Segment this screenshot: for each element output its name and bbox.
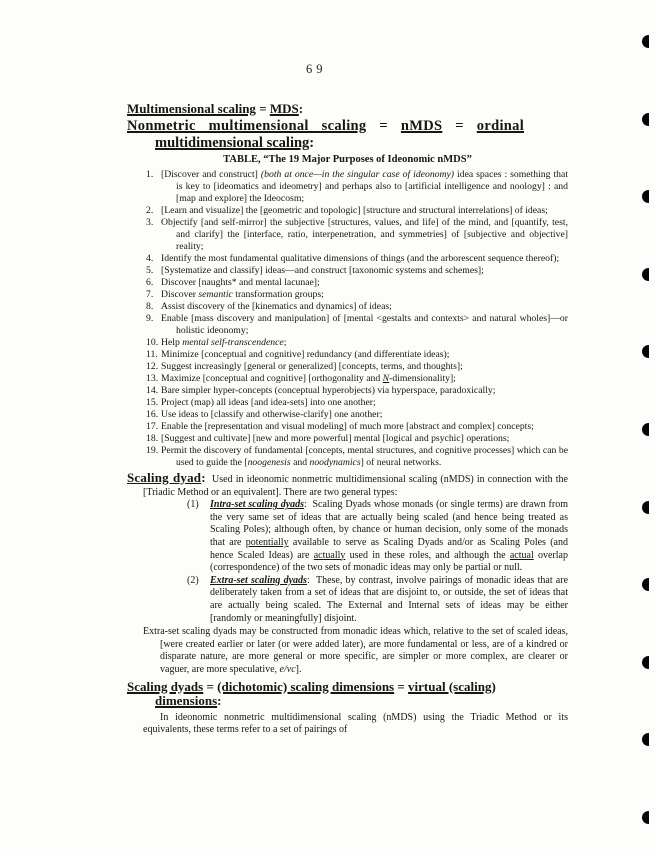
text-segment: Project (map) all ideas [and idea-sets] into one another; (161, 397, 376, 408)
purpose-item-number: 5. (146, 265, 154, 276)
text-segment: Discover (161, 289, 199, 300)
binding-mark (642, 113, 649, 126)
purpose-item (146, 373, 568, 385)
heading-scaling-dyads-line2 (155, 694, 568, 709)
text-segment: : (298, 101, 304, 116)
text-segment: Objectify [and self-mirror] the subjective [structures, values, and life] of the mind, and [quantify, test, and clarify] the [interface, ratio, interpenetration, and symmetries] of [subjective and objective] reality; (161, 217, 568, 252)
purpose-item-number: 2. (146, 205, 154, 216)
text-segment: Intra-set scaling dyads (210, 499, 305, 511)
purpose-item (146, 385, 568, 397)
purpose-item (146, 337, 568, 349)
text-segment: multidimensional scaling (155, 134, 310, 151)
scaling-type-item (187, 499, 568, 575)
purpose-item-number: 7. (146, 289, 154, 300)
text-segment: semantic (198, 289, 233, 300)
text-segment: Extra-set scaling dyads (210, 574, 307, 586)
purpose-item (146, 421, 568, 433)
heading-nmds-line1 (127, 118, 568, 135)
text-segment: overlap (correspondence) of the two sets of monadic ideas may only be partial or null. (210, 549, 568, 574)
scaling-type-item-number: (2) (187, 574, 199, 586)
text-segment: Used in ideonomic nonmetric multidimensional scaling (nMDS) in connection with the [Triadic Method or an equivalent]. There are two general types: (143, 474, 568, 498)
text-segment: = (255, 101, 270, 116)
text-segment: transformation groups; (232, 289, 324, 300)
text-segment: [Learn and visualize] the [geometric and topologic] [structure and structural interrelations] of ideas; (161, 205, 548, 216)
table-title (127, 153, 568, 166)
heading-nmds (127, 118, 568, 151)
purpose-item-number: 14. (146, 385, 159, 396)
text-segment: idea spaces : something that is key to [ideomatics and ideometry] and perhaps also to [artificial intelligence and noology] : and [map and explore] the Ideocosm; (176, 169, 569, 204)
text-segment: In ideonomic nonmetric multidimensional scaling (nMDS) using the Triadic Method or its equivalents, these terms refer to a set of pairings of (143, 711, 568, 736)
text-segment: [Discover and construct] (161, 169, 261, 180)
purpose-item (146, 361, 568, 373)
purpose-item-number: 4. (146, 253, 154, 264)
purpose-item-number: 8. (146, 301, 154, 312)
text-segment: Permit the discovery of fundamental [concepts, mental structures, and cognitive processes] which can be used to guide the [ (161, 445, 568, 468)
purpose-item (146, 409, 568, 421)
purpose-item (146, 205, 568, 217)
purpose-item (146, 349, 568, 361)
purpose-item (146, 445, 568, 469)
text-segment: : (217, 693, 222, 708)
purpose-item-number: 13. (146, 373, 159, 384)
text-segment: = (366, 118, 401, 134)
text-segment: Suggest increasingly [general or generalized] [concepts, terms, and thoughts]; (161, 361, 463, 372)
text-segment: = (442, 118, 477, 134)
text-segment: Scaling dyad (127, 470, 202, 485)
purpose-item-number: 11. (146, 349, 158, 360)
purpose-item (146, 313, 568, 337)
purposes-list (146, 169, 569, 469)
text-segment: e/vc (279, 663, 296, 675)
purpose-item (146, 253, 568, 265)
scaling-dyad-paragraph (127, 472, 568, 499)
binding-mark (642, 345, 649, 358)
text-segment: Use ideas to [classify and otherwise-clarify] one another; (161, 409, 383, 420)
text-segment: Multimensional scaling (127, 101, 256, 116)
purpose-item (146, 265, 568, 277)
binding-mark (642, 423, 649, 436)
purpose-item-number: 6. (146, 277, 154, 288)
purpose-item (146, 217, 568, 253)
purpose-item-number: 19. (146, 445, 159, 456)
text-segment: : Scaling Dyads whose monads (or single terms) are drawn from the very same set of ideas that are actually being scaled (and hence being treated as Scaling Poles); although often, by chance or human decision, only some of the monads that are (210, 499, 569, 548)
binding-mark (642, 268, 649, 281)
binding-mark (642, 190, 649, 203)
text-segment: nMDS (400, 118, 443, 134)
purpose-item-number: 15. (146, 397, 159, 408)
text-segment: Help (161, 337, 183, 348)
text-segment: : (201, 470, 206, 485)
purpose-item-number: 18. (146, 433, 159, 444)
purpose-item (146, 301, 568, 313)
text-segment: Enable [mass discovery and manipulation] of [mental <gestalts and contexts> and natural wholes]—or holistic ideonomy; (161, 313, 568, 336)
text-segment: = (203, 678, 218, 694)
text-segment: ordinal (476, 118, 525, 134)
text-segment: : These, by contrast, involve pairings of monadic ideas that are deliberately taken from a set of ideas that are disjoint to, or outside, the set of ideas that are actually being scaled. The External and Internal sets of ideas may be either [randomly or meaningfully] disjoint. (210, 574, 569, 624)
text-segment: used in these roles, and although the (345, 549, 510, 561)
purpose-item-number: 9. (146, 313, 154, 324)
text-segment: (dichotomic) scaling dimensions (217, 678, 395, 694)
heading-scaling-dyads (127, 680, 568, 709)
text-segment: Identify the most fundamental qualitative dimensions of things (and the arborescent sequence thereof); (161, 253, 560, 264)
binding-mark (642, 811, 649, 824)
text-segment: available to serve as Scaling Dyads and/or as Scaling Poles (and hence Scaled Ideas) are (210, 536, 568, 561)
extra-set-paragraph (143, 626, 568, 676)
text-segment: Minimize [conceptual and cognitive] redundancy (and differentiate ideas); (161, 349, 450, 360)
text-segment: Discover [naughts* and mental lacunae]; (161, 277, 320, 288)
text-segment: actual (509, 549, 534, 561)
text-segment: Maximize [conceptual and cognitive] [orthogonality and (161, 373, 383, 384)
text-segment: Assist discovery of the [kinematics and dynamics] of ideas; (161, 301, 392, 312)
text-segment: [Systematize and classify] ideas—and construct [taxonomic systems and schemes]; (161, 265, 484, 276)
text-segment: [Suggest and cultivate] [new and more powerful] mental [logical and psychic] operations; (161, 433, 510, 444)
text-segment: (both at once—in the singular case of ideonomy) (260, 169, 455, 180)
closing-paragraph (143, 712, 568, 737)
purpose-item-number: 16. (146, 409, 159, 420)
text-segment: Extra-set scaling dyads may be constructed from monadic ideas which, relative to the set of scaled ideas, [were created earlier or later (or were added later), are more fundamental or less, are of a kindred or disparate nature, are more general or more specific, are simpler or more complex, are clearer or vaguer, are more speculative, (143, 626, 568, 675)
purpose-item-number: 10. (146, 337, 159, 348)
purpose-item (146, 289, 568, 301)
binding-mark (642, 35, 649, 48)
text-segment: ] of neural networks. (360, 457, 442, 468)
text-segment: MDS (269, 101, 299, 116)
text-segment: -dimensionality]; (389, 373, 456, 384)
text-segment: noodynamics (309, 457, 361, 468)
text-segment: mental self-transcendence (182, 337, 284, 348)
purpose-item (146, 277, 568, 289)
scaling-dyad-types (187, 499, 568, 625)
binding-mark (642, 501, 649, 514)
purpose-item-number: 3. (146, 217, 154, 228)
text-segment: virtual (scaling) (408, 678, 496, 694)
text-segment: noogenesis (247, 457, 291, 468)
text-segment: dimensions (155, 693, 218, 708)
text-column (127, 101, 568, 737)
page-number: 69 (306, 62, 327, 76)
heading-nmds-line2 (155, 135, 568, 152)
text-segment: Nonmetric multimensional scaling (127, 118, 367, 134)
text-segment: ]. (295, 663, 302, 675)
text-segment: TABLE, “The 19 Major Purposes of Ideonomic nMDS” (223, 154, 472, 165)
heading-scaling-dyads-line1 (127, 680, 568, 695)
scaling-type-item-number: (1) (187, 499, 199, 511)
text-segment: ; (283, 337, 287, 348)
purpose-item-number: 12. (146, 361, 159, 372)
text-segment: potentially (245, 536, 289, 548)
text-segment: = (394, 678, 409, 694)
purpose-item (146, 169, 569, 205)
binding-mark (642, 733, 649, 746)
text-segment: : (309, 134, 315, 151)
purpose-item-number: 1. (146, 169, 154, 180)
purpose-item-number: 17. (146, 421, 159, 432)
text-segment: and (290, 457, 310, 468)
purpose-item (146, 433, 568, 445)
purpose-item (146, 397, 568, 409)
binding-mark (642, 656, 649, 669)
text-segment: Bare simpler hyper-concepts (conceptual hyperobjects) via hyperspace, paradoxically; (161, 385, 496, 396)
binding-mark (642, 578, 649, 591)
text-segment: Scaling dyads (127, 678, 204, 694)
text-segment: N (382, 373, 390, 384)
text-segment: actually (313, 549, 346, 561)
scaling-type-item (187, 575, 568, 625)
heading-mds (127, 101, 568, 116)
text-segment: Enable the [representation and visual modeling] of much more [abstract and complex] concepts; (161, 421, 534, 432)
